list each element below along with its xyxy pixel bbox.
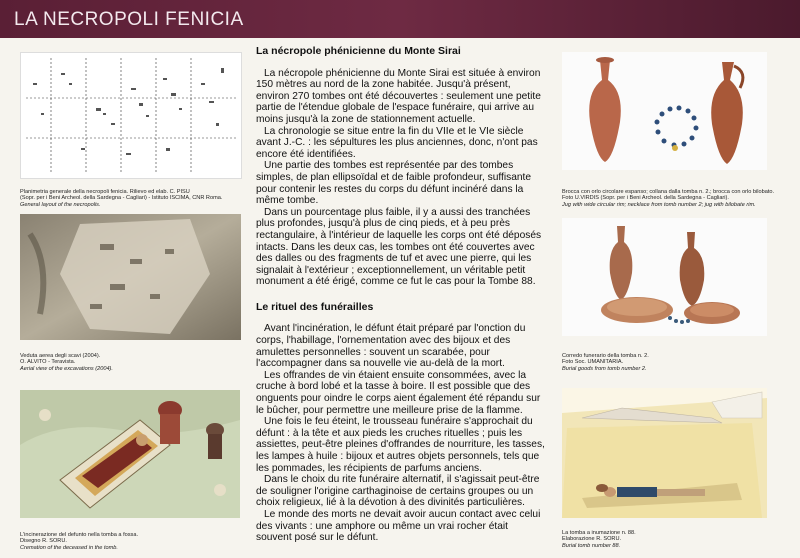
inhumation-drawing — [562, 388, 767, 518]
caption-cremation-it: L'incinerazione del defunto nella tomba a fossa. Disegno R. SORU. — [20, 531, 138, 545]
caption-jug-en: Jug with wide circular rim; necklace from tomb number 2; jug with bilobate rim. — [562, 201, 756, 208]
necropolis-plan-figure — [20, 52, 242, 179]
page-header — [0, 0, 800, 38]
article-paragraph: Dans un pourcentage plus faible, il y a aussi des tranchées plus profondes, jusqu'à plus de cinq pieds, et à peu près rectangulaire, à l'intérieur de laquelle les corps ont été déposés intacts. Dans les deux cas, les tombes ont été couvertes avec des dalles ou des fragments de tuf et avec une pierre, qui les signalait à l'extérieur ; exceptionnellement, un véritable petit monument a été érigé, comme ce fut le cas pour la Tombe 88. — [256, 206, 542, 288]
inhumation-illustration — [562, 388, 767, 518]
caption-cremation-en: Cremation of the deceased in the tomb. — [20, 544, 118, 551]
caption-plan-it: Planimetria generale della necropoli fenicia. Rilievo ed elab. C. PISU (Sopr. per i Beni Archeol. della Sardegna - Cagliari) - Istituto ISCIMA, CNR Roma. — [20, 188, 223, 202]
burial-goods-photo — [562, 218, 767, 336]
caption-plan-en: General layout of the necropolis. — [20, 201, 101, 208]
aerial-photo-image — [20, 214, 241, 340]
article-section-necropolis — [256, 68, 546, 288]
article-paragraph: Une partie des tombes est représentée par des tombes simples, de plan ellipsoïdal et de faible profondeur, suffisante pour contenir les restes du corps du défunt incinéré dans la même tombe. — [256, 160, 532, 207]
caption-goods — [562, 346, 792, 379]
burial-goods-image — [562, 218, 767, 336]
article-section-rituals — [256, 323, 546, 543]
caption-jug — [562, 182, 792, 215]
article — [256, 46, 546, 544]
jugs-necklace-photo — [562, 52, 767, 170]
jugs-necklace-image — [562, 52, 767, 170]
caption-jug-it: Brocca con orlo circolare espanso; collana dalla tomba n. 2.; brocca con orlo bilobato. Foto U.VIRDIS (Sopr. per i Beni Archeol. della Sardegna - Cagliari). — [562, 188, 775, 202]
caption-aerial — [20, 346, 250, 379]
article-heading-necropolis: La nécropole phénicienne du Monte Sirai — [256, 45, 461, 57]
article-paragraph: Avant l'incinération, le défunt était préparé par l'onction du corps, l'habillage, l'ornementation avec des bijoux et des amulettes personnelles : souvent un scarabée, pour l'accompagner dans sa nouvelle vie au-delà de la mort. — [256, 323, 526, 370]
article-heading-rituals: Le rituel des funérailles — [256, 300, 374, 313]
article-paragraph: La nécropole phénicienne du Monte Sirai est située à environ 150 mètres au nord de la zone habitée. Jusqu'à présent, environ 270 tombes ont été découvertes : seulement une petite partie de l'étendue globale de l'espace funéraire, qui arrive au moins jusqu'à la zone de stationnement actuelle. — [256, 67, 541, 125]
page-title: LA NECROPOLI FENICIA — [14, 9, 244, 30]
article-paragraph: Dans le choix du rite funéraire alternatif, il s'agissait peut-être de souligner l'origine carthaginoise de certains groupes ou un choix religieux, lié à la dévotion à des divinités particulières. — [256, 474, 540, 509]
caption-inhumation — [562, 523, 792, 556]
caption-plan — [20, 182, 250, 215]
cremation-illustration — [20, 390, 240, 518]
cremation-drawing — [20, 390, 240, 518]
caption-aerial-it: Veduta aerea degli scavi (2004). O. ALVITO - Teravista. — [20, 352, 101, 366]
caption-inhumation-it: La tomba a inumazione n. 88. Elaborazione R. SORU. — [562, 529, 636, 543]
necropolis-plan-drawing — [21, 53, 241, 178]
article-paragraph: La chronologie se situe entre la fin du VIIe et le VIe siècle avant J.-C. : les sépultures les plus anciennes, donc, n'ont pas encore été identifiées. — [256, 125, 538, 160]
caption-aerial-en: Aerial view of the excavations (2004). — [20, 365, 113, 372]
caption-goods-it: Corredo funerario della tomba n. 2. Foto Soc. UMANITARIA. — [562, 352, 649, 366]
article-paragraph: Les offrandes de vin étaient ensuite consommées, avec la cruche à bord lobé et la tasse à boire. Il est possible que des onguents pour oindre le corps aient également été répandu sur le bûcher, pour permettre une meilleure prise de la flamme. — [256, 369, 541, 416]
caption-goods-en: Burial goods from tomb number 2. — [562, 365, 647, 372]
caption-cremation — [20, 525, 250, 558]
aerial-photo — [20, 214, 241, 340]
article-paragraph: Une fois le feu éteint, le trousseau funéraire s'approchait du défunt : à la tête et aux pieds les cruches rituelles ; puis les assiettes, peut-être pleines d'offrandes de nourriture, les tasses, les lampes à huile : bijoux et autres objets personnels, tels que les pommades, les récipients de parfums anciens. — [256, 416, 545, 474]
caption-inhumation-en: Burial tomb number 88. — [562, 542, 621, 549]
article-paragraph: Le monde des morts ne devait avoir aucun contact avec celui des vivants : une amphore ou même un vrai rocher était souvent posé sur le défunt. — [256, 508, 541, 544]
